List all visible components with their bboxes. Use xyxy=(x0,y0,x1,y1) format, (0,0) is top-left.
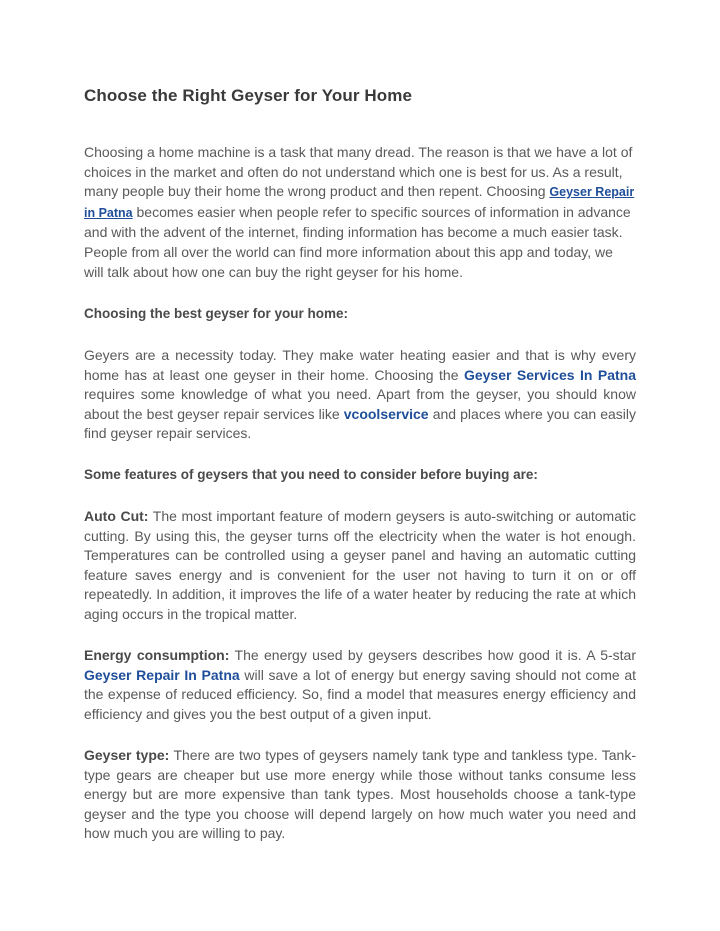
geyser-repair-in-patna-link[interactable]: Geyser Repair In Patna xyxy=(84,666,240,683)
geyser-type-paragraph xyxy=(84,746,636,844)
geyser-repair-patna-link[interactable]: Geyser Repair in Patna xyxy=(84,185,635,220)
best-text-3: and places where you can easily find geyser repair services. xyxy=(84,405,637,442)
auto-cut-paragraph xyxy=(84,507,636,625)
page-title: Choose the Right Geyser for Your Home xyxy=(84,86,413,105)
best-text-2: requires some knowledge of what you need. Apart from the geyser, you should know about the best geyser repair services like xyxy=(84,386,636,422)
intro-paragraph xyxy=(84,143,636,282)
intro-text-before: Choosing a home machine is a task that many dread. The reason is that we have a lot of choices in the market and often do not understand which one is best for us. As a result, many people buy their home the wrong product and then repent. Choosing xyxy=(84,144,633,200)
vcoolservice-link[interactable]: vcoolservice xyxy=(343,405,429,422)
energy-paragraph xyxy=(84,646,636,724)
geyser-type-text: There are two types of geysers namely tank type and tankless type. Tank-type gears are cheaper but use more energy while those without tanks consume less energy but are more expensive than tank types. Most households choose a tank-type geyser and the type you choose will depend largely on how much water you need and how much you are willing to pay. xyxy=(84,747,636,842)
best-geyser-paragraph xyxy=(84,346,636,444)
energy-term: Energy consumption: xyxy=(84,647,230,663)
auto-cut-text: The most important feature of modern geysers is auto-switching or automatic cutting. By using this, the geyser turns off the electricity when the water is hot enough. Temperatures can be controlled using a geyser panel and having an automatic cutting feature saves energy and is convenient for the user not having to turn it on or off repeatedly. In addition, it improves the life of a water heater by reducing the rate at which aging occurs in the tropical matter. xyxy=(84,508,636,622)
heading-best-geyser: Choosing the best geyser for your home: xyxy=(84,306,349,321)
auto-cut-term: Auto Cut: xyxy=(84,508,149,524)
heading-features: Some features of geysers that you need to consider before buying are: xyxy=(84,467,538,482)
geyser-type-term: Geyser type: xyxy=(84,747,170,763)
intro-text-after: becomes easier when people refer to specific sources of information in advance and with the advent of the internet, finding information has become a much easier task. People from all over the world can find more information about this app and today, we will talk about how one can buy the right geyser for his home. xyxy=(84,203,631,280)
geyser-services-patna-link[interactable]: Geyser Services In Patna xyxy=(463,366,637,383)
best-text-1: Geyers are a necessity today. They make water heating easier and that is why every home has at least one geyser in their home. Choosing the xyxy=(84,347,636,383)
energy-text-1: The energy used by geysers describes how good it is. A 5-star xyxy=(234,647,636,663)
energy-text-2: will save a lot of energy but energy saving should not come at the expense of reduced efficiency. So, find a model that measures energy efficiency and efficiency and gives you the best output of a given input. xyxy=(84,666,636,722)
